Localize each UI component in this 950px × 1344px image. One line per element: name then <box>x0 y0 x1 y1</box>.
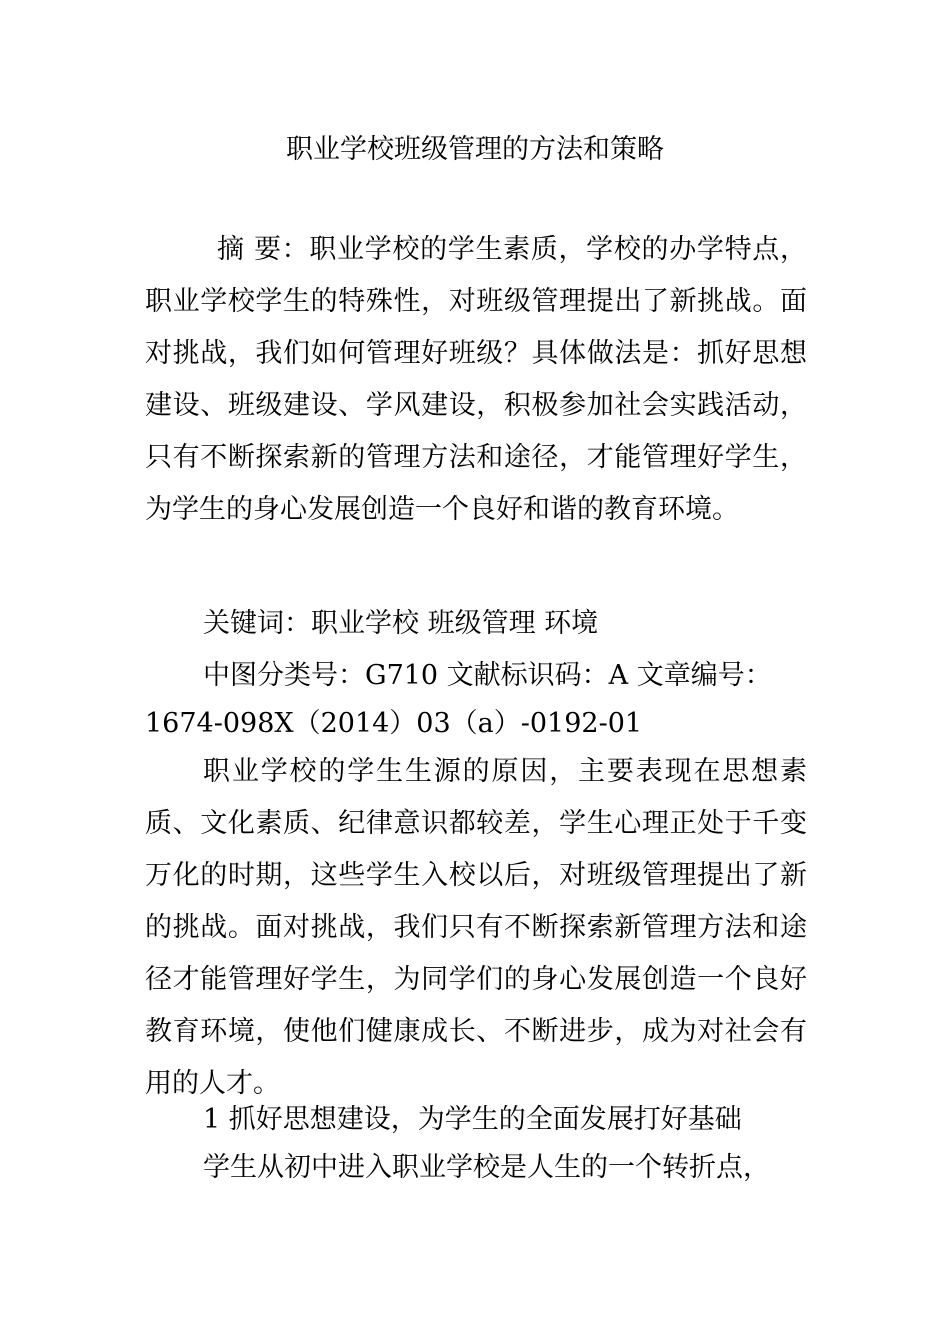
keywords-line: 关键词：职业学校 班级管理 环境 <box>203 608 599 639</box>
classification-line: 中图分类号：G710 文献标识码：A 文章编号： <box>203 660 772 691</box>
section-paragraph: 学生从初中进入职业学校是人生的一个转折点， <box>203 1152 770 1183</box>
section-heading: 1 抓好思想建设，为学生的全面发展打好基础 <box>203 1104 742 1135</box>
document-title: 职业学校班级管理的方法和策略 <box>286 134 664 165</box>
article-number-line: 1674-098X（2014）03（a）-0192-01 <box>145 708 643 739</box>
abstract-paragraph: 摘 要：职业学校的学生素质，学校的办学特点，职业学校学生的特殊性，对班级管理提出了新挑战。面对挑战，我们如何管理好班级？具体做法是：抓好思想建设、班级建设、学风建设，积极参加社会实践活动，只有不断探索新的管理方法和途径，才能管理好学生，为学生的身心发展创造一个良好和谐的教育环境。 <box>145 234 807 525</box>
intro-paragraph: 职业学校的学生生源的原因，主要表现在思想素质、文化素质、纪律意识都较差，学生心理正处于千变万化的时期，这些学生入校以后，对班级管理提出了新的挑战。面对挑战，我们只有不断探索新管理方法和途径才能管理好学生，为同学们的身心发展创造一个良好教育环境，使他们健康成长、不断进步，成为对社会有用的人才。 <box>145 756 807 1099</box>
